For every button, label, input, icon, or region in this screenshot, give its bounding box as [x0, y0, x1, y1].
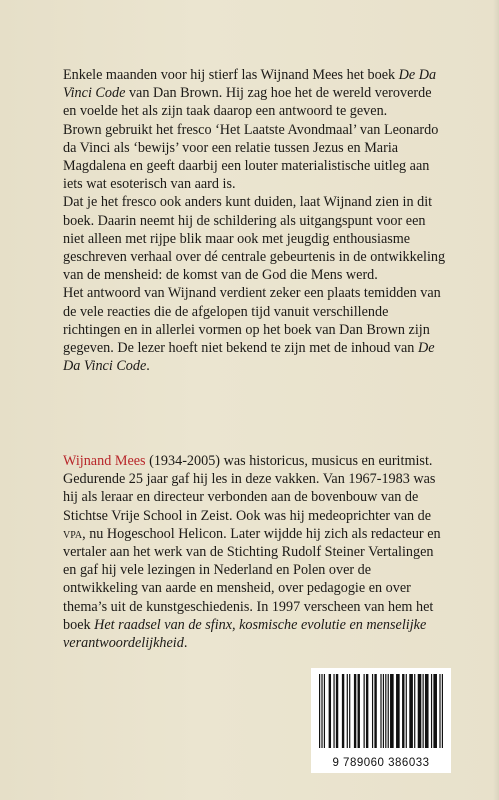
blurb-text: [63, 66, 448, 375]
barcode-bar-16: [383, 674, 384, 748]
barcode-bar-29: [433, 674, 437, 748]
barcode-bar-3: [329, 674, 331, 748]
barcode-bar-7: [347, 674, 348, 748]
barcode-bar-17: [385, 674, 386, 748]
book-title-da-vinci-code: De Da Vinci Code: [63, 67, 437, 102]
author-name: Wijnand Mees: [63, 453, 146, 469]
barcode-bar-13: [372, 674, 373, 748]
barcode-bar-12: [366, 674, 368, 748]
barcode-bar-26: [423, 674, 424, 748]
barcode-bar-0: [319, 674, 320, 748]
cover-edge-shadow: [493, 0, 499, 800]
bio-text-c: .: [183, 635, 188, 652]
blurb-p1-text-a: Enkele maanden voor hij stierf las Wijnand Mees het boek: [63, 67, 399, 83]
vpa-abbreviation: vpa: [63, 525, 83, 542]
barcode-bars: [317, 674, 445, 750]
barcode-bar-28: [431, 674, 432, 748]
barcode-bar-8: [349, 674, 350, 748]
blurb-paragraph-4: [63, 284, 448, 375]
book-title-da-vinci-code: De Da Vinci Code: [63, 340, 435, 375]
barcode-bar-24: [414, 674, 415, 748]
blurb-p4-text-b: .: [146, 358, 150, 375]
bio-text-a: (1934-2005) was historicus, musicus en euritmist. Gedurende 25 jaar gaf hij les in deze vakken. Van 1967-1983 was hij als leraar en directeur verbonden aan de bovenbouw van de Stichtse Vrije School in Zeist. Ook was hij medeoprichter van de: [63, 453, 436, 524]
blurb-paragraph-2: Brown gebruikt het fresco ‘Het Laatste Avondmaal’ van Leonardo da Vinci als ‘bewijs’ voor een relatie tussen Jezus en Maria Magdalena en geeft daarbij een louter materialistische uitleg aan iets wat esoterisch van aard is.: [63, 121, 439, 193]
barcode-bar-27: [425, 674, 429, 748]
book-title-raadsel-sfinx: Het raadsel van de sfinx, kosmische evolutie en menselijke verantwoordelijkheid: [63, 616, 427, 652]
barcode-bar-15: [380, 674, 381, 748]
barcode-bar-5: [336, 674, 338, 748]
barcode-bar-1: [321, 674, 322, 748]
barcode-bar-18: [388, 674, 389, 748]
barcode-bar-14: [374, 674, 376, 748]
barcode-bar-30: [439, 674, 440, 748]
isbn-barcode: [311, 668, 451, 773]
author-bio: [63, 452, 448, 652]
barcode-bar-4: [333, 674, 334, 748]
bio-text-b: , nu Hogeschool Helicon. Later wijdde hij zich als redacteur en vertaler aan het werk van de Stichting Rudolf Steiner Vertalingen en gaf hij vele lezingen in Nederland en Polen over de ontwikkeling van aarde en mensheid, over pedagogie en over thema’s uit de kunstgeschiedenis. In 1997 verscheen van hem het boek: [63, 525, 441, 633]
blurb-paragraph-3: Dat je het fresco ook anders kunt duiden, laat Wijnand zien in dit boek. Daarin neemt hij de schildering als uitgangspunt voor een niet alleen met rijpe blik maar ook met jeugdig enthousiasme geschreven verhaal over dé centrale gebeurtenis in de ontwikkeling van de mensheid: de komst van de God die Mens werd.: [63, 194, 446, 284]
barcode-bar-11: [364, 674, 365, 748]
barcode-bar-31: [442, 674, 443, 748]
barcode-bar-20: [396, 674, 400, 748]
barcode-bar-25: [418, 674, 422, 748]
blurb-p1-text-b: van Dan Brown. Hij zag hoe het de wereld veroverde en voelde het als zijn taak daarop een antwoord te geven.: [63, 85, 432, 120]
barcode-bar-6: [342, 674, 344, 748]
barcode-bar-9: [354, 674, 356, 748]
author-bio-paragraph: [63, 452, 448, 652]
blurb-paragraph-1: [63, 66, 448, 121]
barcode-bar-22: [406, 674, 407, 748]
barcode-bar-19: [390, 674, 394, 748]
barcode-bar-23: [409, 674, 413, 748]
blurb-p4-text-a: Het antwoord van Wijnand verdient zeker een plaats temidden van de vele reacties die de afgelopen tijd vanuit verschillende richtingen en in allerlei vormen op het boek van Dan Brown zijn gegeven. De lezer hoeft niet bekend te zijn met de inhoud van: [63, 285, 441, 357]
barcode-bar-21: [402, 674, 404, 748]
barcode-bar-10: [358, 674, 360, 748]
isbn-number: 9 789060 386033: [332, 757, 430, 769]
barcode-bar-2: [324, 674, 325, 748]
